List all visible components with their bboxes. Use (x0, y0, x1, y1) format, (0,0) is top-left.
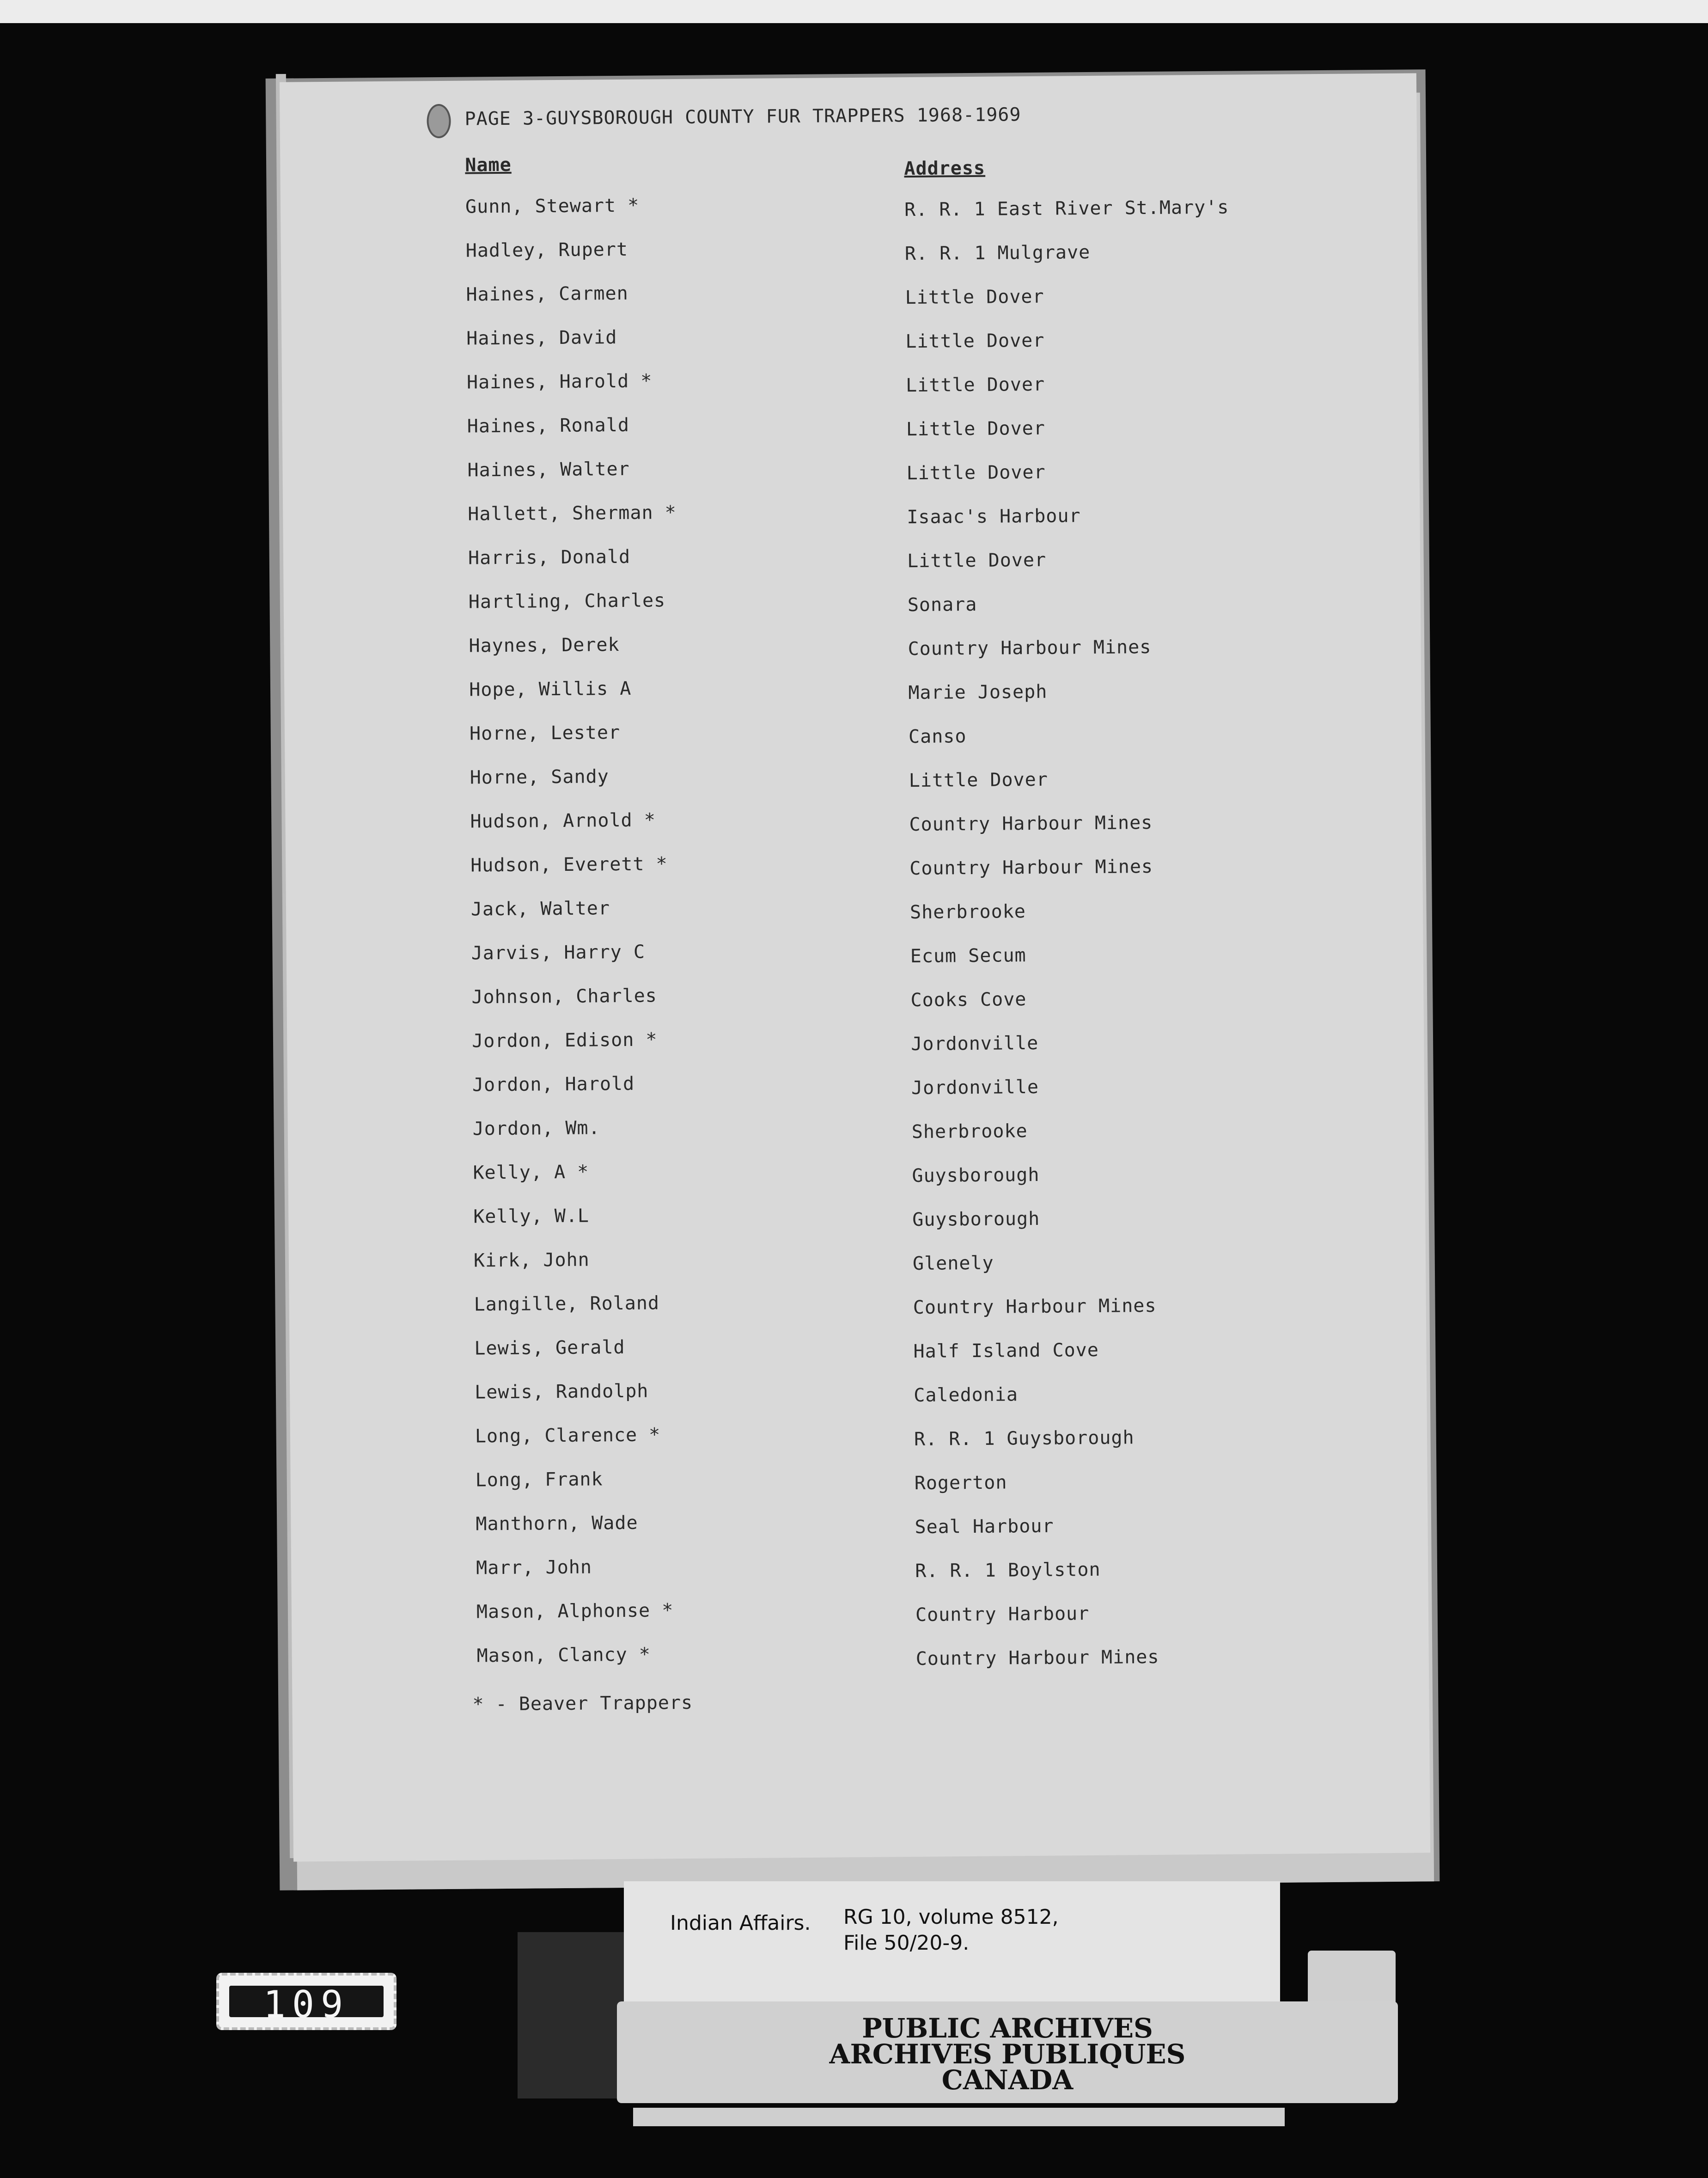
trapper-name: Jarvis, Harry C (471, 941, 646, 964)
trapper-address: Country Harbour Mines (909, 856, 1153, 880)
trapper-address: Little Dover (905, 286, 1044, 309)
trapper-address: Isaac's Harbour (907, 505, 1081, 528)
list-row (289, 1286, 1426, 1323)
punch-hole (427, 104, 451, 138)
film-top-strip (0, 0, 1708, 23)
trapper-address: Country Harbour Mines (913, 1295, 1157, 1319)
reference-line-1: RG 10, volume 8512, (843, 1905, 1059, 1929)
trapper-name: Kelly, W.L (473, 1205, 590, 1228)
trapper-name: Hallett, Sherman * (468, 502, 677, 525)
trapper-name: Haines, David (466, 327, 617, 349)
trapper-address: Little Dover (905, 373, 1045, 397)
trapper-name: Jack, Walter (470, 898, 610, 920)
frame-number: 109 (263, 1983, 350, 2026)
trapper-name: Jordon, Wm. (472, 1117, 600, 1140)
list-row (281, 232, 1418, 269)
trapper-address: Seal Harbour (915, 1515, 1054, 1538)
trapper-name: Lewis, Gerald (474, 1336, 625, 1359)
trapper-address: Caledonia (914, 1384, 1019, 1407)
trapper-name: Hudson, Arnold * (470, 809, 656, 832)
trapper-name: Manthorn, Wade (476, 1512, 638, 1535)
list-row (282, 452, 1419, 489)
list-row (285, 803, 1422, 840)
trapper-name: Haines, Ronald (467, 414, 630, 437)
trapper-name: Marr, John (476, 1556, 592, 1579)
trapper-name: Haines, Harold * (466, 370, 653, 393)
list-row (286, 891, 1423, 928)
trapper-address: Little Dover (907, 549, 1047, 572)
list-row (285, 716, 1421, 752)
name-column-header: Name (465, 154, 512, 176)
trapper-address: Country Harbour Mines (909, 812, 1153, 836)
trapper-address: Half Island Cove (913, 1339, 1099, 1363)
trapper-address: Country Harbour Mines (908, 636, 1152, 660)
bottom-strip (633, 2108, 1285, 2126)
trapper-name: Hadley, Rupert (465, 239, 628, 262)
trapper-address: Country Harbour (915, 1603, 1090, 1626)
trapper-name: Hartling, Charles (468, 590, 666, 613)
list-row (284, 672, 1421, 708)
reference-line-2: File 50/20-9. (843, 1931, 970, 1955)
archives-stamp (617, 2001, 1398, 2103)
trapper-name: Langille, Roland (474, 1292, 660, 1315)
list-row (283, 496, 1420, 532)
trapper-name: Hope, Willis A (469, 678, 632, 701)
list-row (292, 1594, 1428, 1630)
trapper-name: Harris, Donald (468, 546, 631, 569)
trapper-address: R. R. 1 Guysborough (914, 1427, 1135, 1450)
trapper-address: R. R. 1 Mulgrave (904, 241, 1091, 265)
list-row (284, 628, 1421, 664)
list-row (281, 189, 1417, 225)
list-row (291, 1506, 1427, 1542)
trapper-name: Horne, Sandy (470, 766, 609, 789)
list-row (290, 1374, 1427, 1411)
trapper-address: R. R. 1 East River St.Mary's (904, 196, 1229, 221)
frame-number-plate (229, 1983, 384, 2026)
stamp-line-1: PUBLIC ARCHIVES (862, 2013, 1153, 2044)
list-row (288, 1155, 1425, 1191)
trapper-address: Glenely (912, 1252, 994, 1275)
trapper-name: Gunn, Stewart * (465, 195, 640, 218)
trapper-name: Johnson, Charles (471, 985, 657, 1008)
trapper-address: Guysborough (912, 1164, 1040, 1187)
list-row (282, 408, 1419, 445)
trapper-address: Sherbrooke (911, 1120, 1028, 1143)
list-row (281, 320, 1418, 357)
address-column-header: Address (904, 157, 986, 180)
trapper-address: Guysborough (912, 1208, 1040, 1231)
trapper-name: Haines, Carmen (466, 282, 628, 306)
trapper-name: Jordon, Edison * (472, 1029, 658, 1052)
trapper-address: R. R. 1 Boylston (915, 1559, 1101, 1582)
trapper-address: Jordonville (911, 1032, 1039, 1055)
trapper-address: Marie Joseph (908, 681, 1048, 704)
trapper-address: Little Dover (909, 769, 1048, 792)
trapper-address: Little Dover (905, 330, 1045, 353)
list-row (289, 1330, 1426, 1367)
list-row (291, 1550, 1428, 1586)
list-row (288, 1111, 1425, 1147)
trapper-address: Jordonville (911, 1076, 1039, 1099)
page-title: PAGE 3-GUYSBOROUGH COUNTY FUR TRAPPERS 1968-1969 (464, 104, 1021, 130)
list-row (289, 1242, 1426, 1279)
trapper-name: Mason, Alphonse * (476, 1600, 674, 1623)
trapper-address: Canso (908, 726, 967, 748)
trapper-address: Country Harbour Mines (915, 1646, 1159, 1670)
list-row (287, 979, 1423, 1016)
reference-text (843, 1904, 1059, 1956)
list-row (284, 584, 1421, 620)
list-row (285, 759, 1422, 796)
trapper-address: Sonara (907, 593, 977, 616)
trapper-name: Lewis, Randolph (475, 1380, 649, 1403)
trapper-address: Ecum Secum (910, 945, 1026, 967)
list-row (287, 1023, 1424, 1059)
trapper-address: Cooks Cove (910, 989, 1027, 1011)
stamp-line-3: CANADA (941, 2064, 1074, 2096)
department-label: Indian Affairs. (670, 1911, 811, 1935)
footnote: * - Beaver Trappers (472, 1692, 693, 1715)
trapper-name: Mason, Clancy * (476, 1644, 651, 1667)
trapper-address: Little Dover (906, 461, 1046, 484)
list-row (281, 276, 1418, 313)
trapper-address: Sherbrooke (909, 901, 1026, 924)
list-row (290, 1418, 1427, 1455)
document-page (280, 73, 1430, 1861)
list-row (287, 1067, 1424, 1103)
trapper-name: Haynes, Derek (469, 634, 620, 657)
trapper-address: Rogerton (914, 1472, 1007, 1494)
list-row (287, 935, 1423, 972)
archive-reference-label (624, 1881, 1280, 2011)
list-row (282, 364, 1419, 401)
trapper-name: Kirk, John (473, 1249, 590, 1272)
stamp-line-2: ARCHIVES PUBLIQUES (829, 2038, 1186, 2070)
trapper-name: Hudson, Everett * (470, 853, 668, 876)
list-row (288, 1199, 1425, 1235)
list-row (286, 847, 1422, 884)
trapper-name: Horne, Lester (469, 722, 621, 745)
trapper-name: Long, Clarence * (475, 1424, 661, 1447)
frame-number-badge (216, 1973, 396, 2030)
trapper-name: Haines, Walter (467, 458, 630, 481)
list-row (292, 1638, 1429, 1674)
film-holder-shadow (518, 1932, 624, 2098)
trapper-address: Little Dover (906, 417, 1046, 440)
list-row (291, 1462, 1427, 1499)
trapper-name: Jordon, Harold (472, 1073, 635, 1096)
trapper-name: Kelly, A * (473, 1161, 589, 1184)
archives-stamp-text (617, 2013, 1398, 2096)
trapper-name: Long, Frank (475, 1468, 603, 1491)
list-row (283, 540, 1420, 576)
